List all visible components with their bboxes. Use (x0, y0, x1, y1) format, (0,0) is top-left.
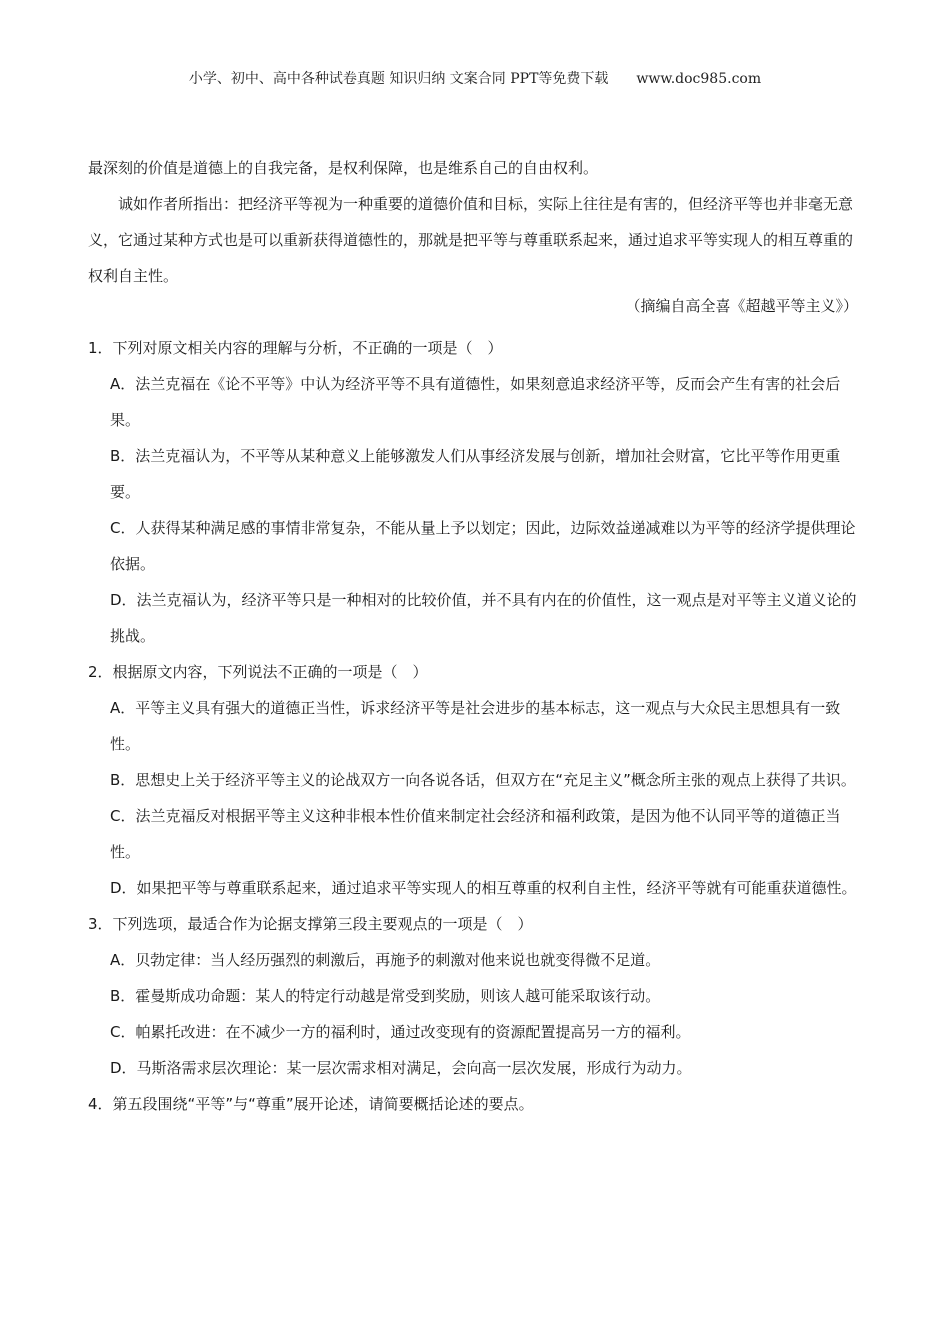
question-stem: 1．下列对原文相关内容的理解与分析，不正确的一项是（ ） (88, 339, 503, 357)
question-1 (88, 330, 863, 654)
page-header (0, 68, 950, 88)
passage-source: （摘编自高全喜《超越平等主义》） (625, 297, 858, 315)
header-site-link[interactable]: www.doc985.com (636, 71, 762, 87)
header-banner: 小学、初中、高中各种试卷真题 知识归纳 文案合同 PPT等免费下载 (188, 71, 609, 87)
option-d: D．如果把平等与尊重联系起来，通过追求平等实现人的相互尊重的权利自主性，经济平等就有可能重获道德性。 (110, 879, 857, 897)
option-c: C．人获得某种满足感的事情非常复杂，不能从量上予以划定；因此，边际效益递减难以为平等的经济学提供理论依据。 (110, 519, 856, 573)
option-b: B．思想史上关于经济平等主义的论战双方一向各说各话，但双方在“充足主义”概念所主张的观点上获得了共识。 (110, 771, 856, 789)
option-a: A．贝勃定律：当人经历强烈的刺激后，再施予的刺激对他来说也就变得微不足道。 (110, 951, 661, 969)
passage-paragraph-2: 诚如作者所指出：把经济平等视为一种重要的道德价值和目标，实际上往往是有害的，但经济平等也并非毫无意义，它通过某种方式也是可以重新获得道德性的，那就是把平等与尊重联系起来，通过追求平等实现人的相互尊重的权利自主性。 (88, 195, 854, 285)
question-2 (88, 654, 863, 906)
option-d: D．马斯洛需求层次理论：某一层次需求相对满足，会向高一层次发展，形成行为动力。 (110, 1059, 692, 1077)
question-stem: 3．下列选项，最适合作为论据支撑第三段主要观点的一项是（ ） (88, 915, 533, 933)
option-c: C．法兰克福反对根据平等主义这种非根本性价值来制定社会经济和福利政策，是因为他不认同平等的道德正当性。 (110, 807, 841, 861)
question-stem: 4．第五段围绕“平等”与“尊重”展开论述，请简要概括论述的要点。 (88, 1095, 534, 1113)
option-b: B．霍曼斯成功命题：某人的特定行动越是常受到奖励，则该人越可能采取该行动。 (110, 987, 661, 1005)
question-4 (88, 1086, 863, 1122)
question-3 (88, 906, 863, 1086)
question-list (88, 330, 863, 1122)
option-d: D．法兰克福认为，经济平等只是一种相对的比较价值，并不具有内在的价值性，这一观点是对平等主义道义论的挑战。 (110, 591, 857, 645)
option-c: C．帕累托改进：在不减少一方的福利时，通过改变现有的资源配置提高另一方的福利。 (110, 1023, 691, 1041)
option-a: A．法兰克福在《论不平等》中认为经济平等不具有道德性，如果刻意追求经济平等，反而会产生有害的社会后果。 (110, 375, 841, 429)
question-stem: 2．根据原文内容，下列说法不正确的一项是（ ） (88, 663, 428, 681)
passage-paragraph-1: 最深刻的价值是道德上的自我完备，是权利保障，也是维系自己的自由权利。 (88, 159, 599, 177)
option-a: A．平等主义具有强大的道德正当性，诉求经济平等是社会进步的基本标志，这一观点与大众民主思想具有一致性。 (110, 699, 841, 753)
option-b: B．法兰克福认为，不平等从某种意义上能够激发人们从事经济发展与创新，增加社会财富，它比平等作用更重要。 (110, 447, 841, 501)
